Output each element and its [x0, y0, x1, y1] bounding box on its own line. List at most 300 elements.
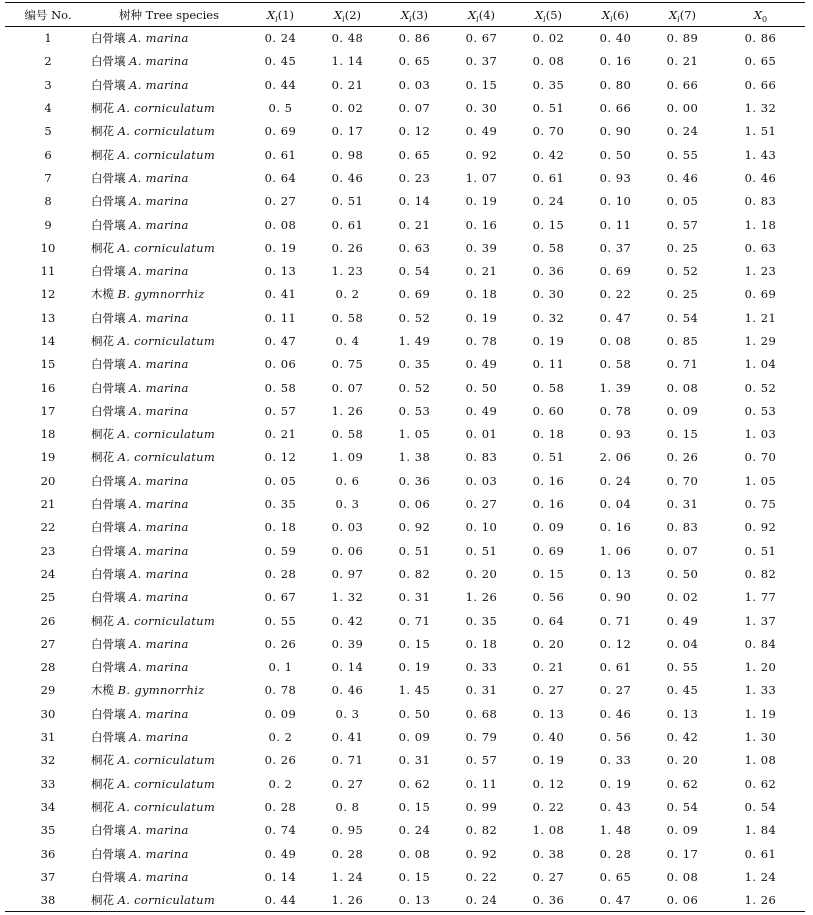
- species-chinese-name: 桐花: [91, 613, 114, 628]
- species-chinese-name: 白骨壤: [91, 636, 126, 651]
- cell-x0: 0. 92: [744, 520, 777, 535]
- cell-x3: 0. 86: [398, 31, 431, 46]
- cell-x0: 1. 20: [744, 660, 777, 675]
- cell-species: [91, 749, 247, 772]
- cell-x5: 0. 70: [532, 124, 565, 139]
- cell-x1: 0. 13: [264, 264, 297, 279]
- cell-no: 25: [40, 590, 56, 605]
- cell-x6: 0. 13: [599, 566, 632, 581]
- table-row: [5, 865, 805, 888]
- cell-x4: 0. 79: [465, 730, 498, 745]
- species-chinese-name: 白骨壤: [91, 54, 126, 69]
- cell-x0: 0. 69: [744, 287, 777, 302]
- cell-x6: 1. 48: [599, 823, 632, 838]
- species-latin-name: A. marina: [129, 403, 189, 418]
- cell-x7: 0. 20: [666, 753, 699, 768]
- cell-x6: 0. 93: [599, 427, 632, 442]
- cell-x3: 0. 15: [398, 799, 431, 814]
- cell-x4: 0. 19: [465, 194, 498, 209]
- cell-x4: 0. 82: [465, 823, 498, 838]
- cell-x0: 0. 52: [744, 380, 777, 395]
- cell-x6: 0. 19: [599, 776, 632, 791]
- cell-x3: 0. 31: [398, 590, 431, 605]
- cell-x3: 0. 15: [398, 869, 431, 884]
- cell-x7: 0. 15: [666, 427, 699, 442]
- species-latin-name: A. marina: [129, 823, 189, 838]
- cell-x6: 0. 90: [599, 124, 632, 139]
- table-row: [5, 190, 805, 213]
- cell-no: 38: [40, 892, 56, 907]
- cell-x4: 0. 11: [465, 776, 498, 791]
- cell-no: 17: [40, 403, 56, 418]
- species-chinese-name: 白骨壤: [91, 869, 126, 884]
- cell-x1: 0. 24: [264, 31, 297, 46]
- cell-x7: 0. 21: [666, 54, 699, 69]
- cell-x1: 0. 49: [264, 846, 297, 861]
- cell-x6: 0. 40: [599, 31, 632, 46]
- table-row: [5, 609, 805, 632]
- cell-species: [91, 842, 247, 865]
- cell-no: 35: [40, 823, 56, 838]
- species-latin-name: A. marina: [129, 660, 189, 675]
- species-latin-name: A. marina: [129, 217, 189, 232]
- cell-no: 4: [44, 101, 52, 116]
- cell-x5: 0. 60: [532, 403, 565, 418]
- cell-x6: 0. 56: [599, 730, 632, 745]
- cell-x6: 0. 93: [599, 170, 632, 185]
- cell-species: [91, 725, 247, 748]
- cell-x5: 0. 27: [532, 683, 565, 698]
- cell-x4: 0. 21: [465, 264, 498, 279]
- cell-no: 32: [40, 753, 56, 768]
- cell-x4: 0. 24: [465, 892, 498, 907]
- cell-x4: 0. 18: [465, 287, 498, 302]
- cell-no: 1: [44, 31, 52, 46]
- cell-x5: 0. 35: [532, 77, 565, 92]
- species-latin-name: A. corniculatum: [117, 334, 216, 348]
- cell-x5: 1. 08: [532, 823, 565, 838]
- cell-x2: 0. 14: [331, 660, 364, 675]
- cell-x7: 0. 26: [666, 450, 699, 465]
- cell-x2: 1. 32: [331, 590, 364, 605]
- cell-x0: 0. 75: [744, 497, 777, 512]
- cell-x6: 0. 65: [599, 869, 632, 884]
- species-chinese-name: 桐花: [91, 101, 114, 116]
- cell-x1: 0. 1: [268, 660, 293, 675]
- cell-x3: 0. 50: [398, 706, 431, 721]
- cell-x4: 0. 67: [465, 31, 498, 46]
- species-latin-name: A. corniculatum: [117, 101, 216, 116]
- cell-x3: 0. 54: [398, 264, 431, 279]
- table-row: [5, 27, 805, 50]
- cell-x1: 0. 12: [264, 450, 297, 465]
- header-x0: $X_0$: [753, 7, 768, 24]
- cell-no: 19: [40, 450, 56, 465]
- cell-x4: 0. 39: [465, 240, 498, 255]
- cell-species: [91, 609, 247, 632]
- species-latin-name: A. marina: [129, 846, 189, 861]
- cell-x7: 0. 00: [666, 101, 699, 116]
- cell-x6: 0. 47: [599, 892, 632, 907]
- cell-species: [91, 702, 247, 725]
- cell-x7: 0. 08: [666, 869, 699, 884]
- cell-species: [91, 120, 247, 143]
- cell-x6: 0. 11: [599, 217, 632, 232]
- cell-x2: 0. 21: [331, 77, 364, 92]
- cell-x6: 0. 69: [599, 264, 632, 279]
- cell-x6: 1. 39: [599, 380, 632, 395]
- header-x6: $X_i(6)$: [601, 7, 630, 24]
- cell-x5: 0. 19: [532, 334, 565, 348]
- cell-species: [91, 586, 247, 609]
- table-row: [5, 586, 805, 609]
- table-row: [5, 73, 805, 96]
- cell-x2: 0. 71: [331, 753, 364, 768]
- cell-x7: 0. 17: [666, 846, 699, 861]
- species-chinese-name: 桐花: [91, 776, 114, 791]
- cell-x0: 1. 21: [744, 310, 777, 325]
- cell-x7: 0. 45: [666, 683, 699, 698]
- cell-x4: 0. 01: [465, 427, 498, 442]
- cell-no: 37: [40, 869, 56, 884]
- cell-x7: 0. 09: [666, 823, 699, 838]
- cell-x4: 1. 26: [465, 590, 498, 605]
- cell-x0: 0. 82: [744, 566, 777, 581]
- cell-x4: 1. 07: [465, 170, 498, 185]
- cell-species: [91, 213, 247, 236]
- cell-x4: 0. 31: [465, 683, 498, 698]
- cell-x4: 0. 92: [465, 147, 498, 162]
- cell-x3: 0. 52: [398, 380, 431, 395]
- table-row: [5, 656, 805, 679]
- cell-x2: 0. 58: [331, 427, 364, 442]
- cell-x6: 0. 46: [599, 706, 632, 721]
- header-x4: $X_i(4)$: [467, 7, 496, 24]
- cell-x7: 0. 13: [666, 706, 699, 721]
- cell-no: 31: [40, 730, 56, 745]
- cell-x7: 0. 06: [666, 892, 699, 907]
- cell-x5: 0. 64: [532, 613, 565, 628]
- cell-x6: 0. 27: [599, 683, 632, 698]
- cell-x7: 0. 57: [666, 217, 699, 232]
- cell-no: 30: [40, 706, 56, 721]
- cell-x2: 0. 46: [331, 170, 364, 185]
- cell-x0: 1. 05: [744, 473, 777, 488]
- cell-x2: 0. 61: [331, 217, 364, 232]
- cell-species: [91, 562, 247, 585]
- cell-x7: 0. 85: [666, 334, 699, 348]
- cell-x0: 1. 03: [744, 427, 777, 442]
- cell-no: 16: [40, 380, 56, 395]
- cell-species: [91, 772, 247, 795]
- cell-x5: 0. 24: [532, 194, 565, 209]
- cell-x4: 0. 99: [465, 799, 498, 814]
- cell-x6: 0. 16: [599, 520, 632, 535]
- cell-species: [91, 143, 247, 166]
- cell-x5: 0. 12: [532, 776, 565, 791]
- cell-x1: 0. 2: [268, 776, 293, 791]
- cell-x0: 0. 63: [744, 240, 777, 255]
- cell-x7: 0. 25: [666, 240, 699, 255]
- cell-x7: 0. 55: [666, 147, 699, 162]
- cell-x3: 0. 03: [398, 77, 431, 92]
- cell-no: 22: [40, 520, 56, 535]
- species-chinese-name: 桐花: [91, 334, 114, 348]
- cell-x1: 0. 28: [264, 566, 297, 581]
- cell-x0: 1. 30: [744, 730, 777, 745]
- table-row: [5, 96, 805, 119]
- cell-x4: 0. 19: [465, 310, 498, 325]
- cell-x5: 0. 20: [532, 636, 565, 651]
- cell-x5: 0. 56: [532, 590, 565, 605]
- cell-x4: 0. 78: [465, 334, 498, 348]
- header-x2: $X_i(2)$: [333, 7, 362, 24]
- header-no: 编号 No.: [24, 7, 72, 22]
- species-latin-name: A. corniculatum: [117, 147, 216, 162]
- cell-x1: 0. 2: [268, 730, 293, 745]
- cell-x2: 1. 14: [331, 54, 364, 69]
- table-row: [5, 446, 805, 469]
- cell-x7: 0. 31: [666, 497, 699, 512]
- cell-x2: 0. 39: [331, 636, 364, 651]
- species-latin-name: A. marina: [129, 54, 189, 69]
- cell-x6: 0. 71: [599, 613, 632, 628]
- cell-x2: 1. 26: [331, 892, 364, 907]
- cell-x3: 0. 69: [398, 287, 431, 302]
- cell-no: 10: [40, 240, 56, 255]
- cell-x7: 0. 71: [666, 357, 699, 372]
- cell-x3: 0. 53: [398, 403, 431, 418]
- cell-species: [91, 50, 247, 73]
- cell-x3: 0. 62: [398, 776, 431, 791]
- cell-x7: 0. 07: [666, 543, 699, 558]
- cell-x1: 0. 41: [264, 287, 297, 302]
- cell-x3: 0. 82: [398, 566, 431, 581]
- species-chinese-name: 白骨壤: [91, 310, 126, 325]
- cell-x2: 0. 95: [331, 823, 364, 838]
- cell-x2: 1. 23: [331, 264, 364, 279]
- table-row: [5, 423, 805, 446]
- cell-x5: 0. 69: [532, 543, 565, 558]
- species-chinese-name: 木榄: [91, 683, 114, 698]
- cell-x4: 0. 49: [465, 403, 498, 418]
- cell-x2: 0. 98: [331, 147, 364, 162]
- cell-x2: 0. 26: [331, 240, 364, 255]
- species-latin-name: A. corniculatum: [117, 799, 216, 814]
- species-latin-name: A. marina: [129, 590, 189, 605]
- cell-x4: 0. 50: [465, 380, 498, 395]
- cell-x0: 1. 84: [744, 823, 777, 838]
- cell-x7: 0. 02: [666, 590, 699, 605]
- cell-x6: 0. 78: [599, 403, 632, 418]
- cell-x1: 0. 47: [264, 334, 297, 348]
- cell-no: 9: [44, 217, 52, 232]
- cell-x2: 0. 02: [331, 101, 364, 116]
- cell-x3: 0. 23: [398, 170, 431, 185]
- cell-no: 6: [44, 147, 52, 162]
- species-latin-name: A. marina: [129, 264, 189, 279]
- cell-species: [91, 865, 247, 888]
- cell-x5: 0. 22: [532, 799, 565, 814]
- cell-species: [91, 259, 247, 282]
- species-chinese-name: 白骨壤: [91, 403, 126, 418]
- cell-species: [91, 283, 247, 306]
- cell-x6: 0. 08: [599, 334, 632, 348]
- species-chinese-name: 白骨壤: [91, 566, 126, 581]
- cell-no: 27: [40, 636, 56, 651]
- cell-x1: 0. 45: [264, 54, 297, 69]
- cell-x3: 1. 49: [398, 334, 431, 348]
- cell-x1: 0. 58: [264, 380, 297, 395]
- cell-x4: 0. 83: [465, 450, 498, 465]
- cell-x5: 0. 13: [532, 706, 565, 721]
- species-latin-name: A. corniculatum: [117, 776, 216, 791]
- cell-x2: 0. 6: [335, 473, 360, 488]
- cell-x4: 0. 20: [465, 566, 498, 581]
- species-latin-name: A. marina: [129, 310, 189, 325]
- cell-x7: 0. 83: [666, 520, 699, 535]
- cell-no: 3: [44, 77, 52, 92]
- table-row: [5, 516, 805, 539]
- cell-x3: 0. 65: [398, 147, 431, 162]
- species-latin-name: A. marina: [129, 357, 189, 372]
- cell-x5: 0. 27: [532, 869, 565, 884]
- cell-no: 18: [40, 427, 56, 442]
- cell-x5: 0. 51: [532, 450, 565, 465]
- cell-x1: 0. 44: [264, 77, 297, 92]
- table-row: [5, 492, 805, 515]
- cell-x0: 0. 54: [744, 799, 777, 814]
- cell-x6: 0. 22: [599, 287, 632, 302]
- tree-species-data-table: [5, 2, 805, 912]
- cell-x2: 0. 48: [331, 31, 364, 46]
- species-chinese-name: 白骨壤: [91, 380, 126, 395]
- species-latin-name: A. corniculatum: [117, 124, 216, 139]
- cell-x6: 1. 06: [599, 543, 632, 558]
- cell-x5: 0. 58: [532, 380, 565, 395]
- cell-x2: 0. 2: [335, 287, 360, 302]
- cell-species: [91, 656, 247, 679]
- cell-x1: 0. 08: [264, 217, 297, 232]
- cell-x6: 0. 33: [599, 753, 632, 768]
- cell-x3: 0. 19: [398, 660, 431, 675]
- species-latin-name: A. marina: [129, 636, 189, 651]
- cell-x7: 0. 09: [666, 403, 699, 418]
- cell-x5: 0. 36: [532, 892, 565, 907]
- species-chinese-name: 桐花: [91, 240, 114, 255]
- cell-x7: 0. 24: [666, 124, 699, 139]
- cell-no: 2: [44, 54, 52, 69]
- species-chinese-name: 白骨壤: [91, 520, 126, 535]
- cell-x4: 0. 30: [465, 101, 498, 116]
- cell-x5: 0. 16: [532, 473, 565, 488]
- cell-x4: 0. 03: [465, 473, 498, 488]
- cell-x3: 0. 52: [398, 310, 431, 325]
- cell-x5: 0. 09: [532, 520, 565, 535]
- species-chinese-name: 白骨壤: [91, 846, 126, 861]
- cell-x6: 2. 06: [599, 450, 632, 465]
- cell-x7: 0. 49: [666, 613, 699, 628]
- species-latin-name: A. marina: [129, 520, 189, 535]
- cell-no: 36: [40, 846, 56, 861]
- cell-x6: 0. 80: [599, 77, 632, 92]
- cell-x7: 0. 46: [666, 170, 699, 185]
- table-row: [5, 306, 805, 329]
- cell-x7: 0. 42: [666, 730, 699, 745]
- cell-x4: 0. 22: [465, 869, 498, 884]
- table-row: [5, 795, 805, 818]
- cell-no: 13: [40, 310, 56, 325]
- cell-x5: 0. 21: [532, 660, 565, 675]
- header-x3: $X_i(3)$: [400, 7, 429, 24]
- cell-x3: 0. 13: [398, 892, 431, 907]
- cell-x3: 1. 45: [398, 683, 431, 698]
- cell-no: 26: [40, 613, 56, 628]
- cell-x6: 0. 90: [599, 590, 632, 605]
- cell-x6: 0. 16: [599, 54, 632, 69]
- species-latin-name: A. marina: [129, 706, 189, 721]
- species-latin-name: A. marina: [129, 869, 189, 884]
- cell-x7: 0. 50: [666, 566, 699, 581]
- cell-species: [91, 329, 247, 352]
- table-row: [5, 213, 805, 236]
- cell-x0: 1. 51: [744, 124, 777, 139]
- header-x1: $X_i(1)$: [266, 7, 295, 24]
- cell-x3: 1. 38: [398, 450, 431, 465]
- cell-x5: 0. 51: [532, 101, 565, 116]
- species-latin-name: A. corniculatum: [117, 240, 216, 255]
- cell-x4: 0. 33: [465, 660, 498, 675]
- table-header: [5, 3, 805, 27]
- cell-x0: 0. 51: [744, 543, 777, 558]
- species-chinese-name: 桐花: [91, 799, 114, 814]
- table-row: [5, 376, 805, 399]
- cell-x3: 0. 07: [398, 101, 431, 116]
- species-latin-name: A. marina: [129, 730, 189, 745]
- cell-x1: 0. 27: [264, 194, 297, 209]
- cell-x3: 0. 06: [398, 497, 431, 512]
- species-chinese-name: 桐花: [91, 147, 114, 162]
- cell-x3: 0. 31: [398, 753, 431, 768]
- cell-no: 20: [40, 473, 56, 488]
- cell-x4: 0. 49: [465, 124, 498, 139]
- cell-x5: 0. 40: [532, 730, 565, 745]
- cell-species: [91, 679, 247, 702]
- header-x5: $X_i(5)$: [534, 7, 563, 24]
- cell-x1: 0. 44: [264, 892, 297, 907]
- cell-x5: 0. 19: [532, 753, 565, 768]
- cell-species: [91, 423, 247, 446]
- cell-x0: 0. 61: [744, 846, 777, 861]
- species-latin-name: A. marina: [129, 543, 189, 558]
- table-row: [5, 842, 805, 865]
- cell-x7: 0. 54: [666, 310, 699, 325]
- cell-x5: 0. 36: [532, 264, 565, 279]
- cell-x7: 0. 54: [666, 799, 699, 814]
- cell-x6: 0. 37: [599, 240, 632, 255]
- cell-x1: 0. 21: [264, 427, 297, 442]
- cell-species: [91, 166, 247, 189]
- species-chinese-name: 白骨壤: [91, 543, 126, 558]
- cell-x3: 0. 15: [398, 636, 431, 651]
- cell-x4: 0. 18: [465, 636, 498, 651]
- cell-x1: 0. 57: [264, 403, 297, 418]
- cell-x3: 0. 12: [398, 124, 431, 139]
- cell-x5: 0. 30: [532, 287, 565, 302]
- cell-species: [91, 819, 247, 842]
- cell-species: [91, 516, 247, 539]
- cell-no: 29: [40, 683, 56, 698]
